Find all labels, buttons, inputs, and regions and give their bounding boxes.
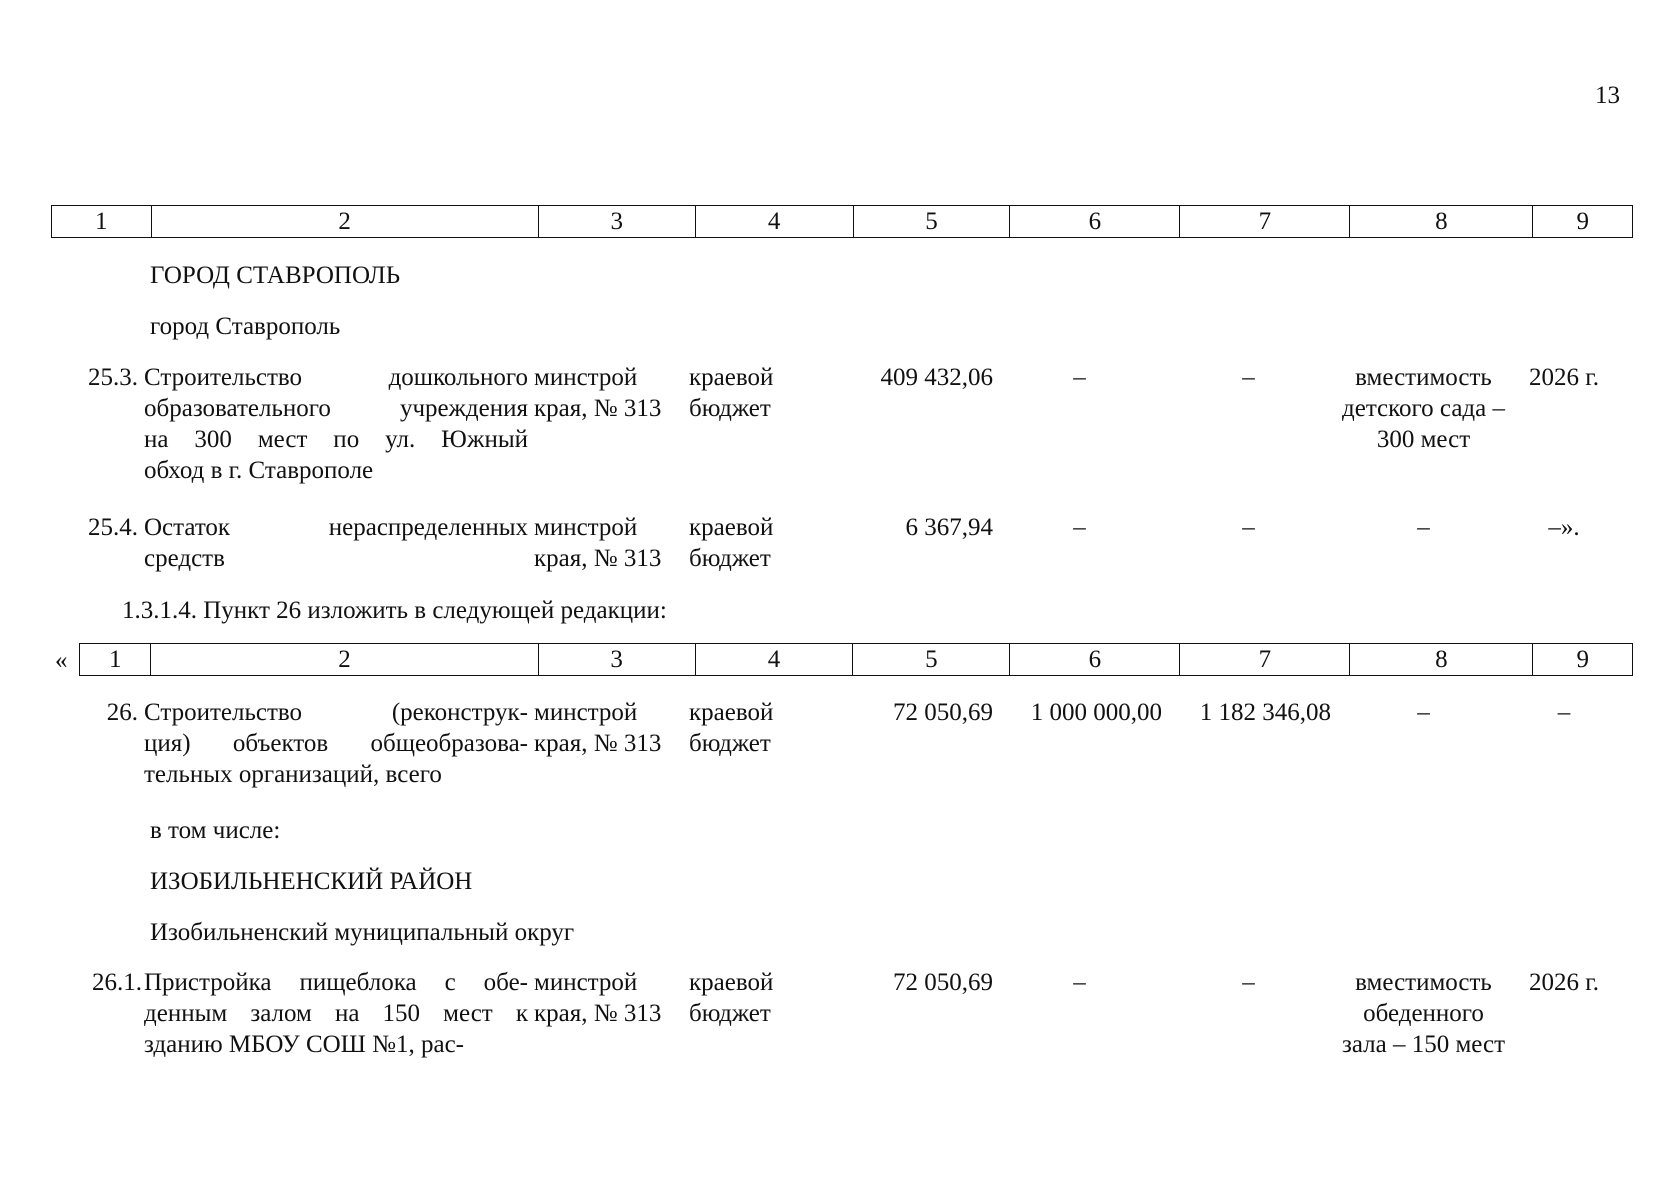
column-number: 3 [538,206,695,238]
row-number: 25.3. [88,364,138,391]
object-name-line: Строительство (реконструк- [144,699,528,726]
row-number: 26.1. [92,969,142,996]
including-label: в том числе: [150,817,281,844]
object-name-line: Строительство дошкольного [144,364,528,391]
object-name [144,362,528,486]
agency-line: минстрой [534,514,638,541]
object-name-line: Остаток нераспределенных [144,514,528,541]
object-name-line: тельных организаций, всего [144,761,442,788]
object-name-line: ция) объектов общеобразова- [144,730,528,757]
agency-line: края, № 313 [534,395,662,422]
value-col6: – [1073,969,1086,996]
object-name [144,967,528,1060]
capacity-line: вместимость [1355,364,1492,391]
funding-source-line: краевой [689,699,774,726]
column-number: 4 [695,206,853,238]
value-col5: 72 050,69 [893,969,993,996]
capacity-cell: – [1417,699,1430,726]
value-col6: – [1073,364,1086,391]
object-name-line: обход в г. Ставрополе [144,457,374,484]
column-header-table-2 [79,643,1633,676]
column-number: 6 [1010,206,1180,238]
capacity-cell [1333,512,1514,574]
agency-line: края, № 313 [534,545,662,572]
object-name-line: денным залом на 150 мест к [144,1000,528,1027]
capacity-cell [1333,362,1514,486]
column-header-table-1 [51,205,1633,238]
funding-source-line: краевой [689,364,774,391]
agency-cell [528,697,683,790]
column-number: 8 [1350,644,1533,676]
object-name-line: зданию МБОУ СОШ №1, рас- [144,1031,465,1058]
funding-source-cell [683,967,840,1060]
object-name-line: образовательного учреждения [144,395,528,422]
agency-cell [528,967,683,1060]
agency-line: края, № 313 [534,1000,662,1027]
value-col5: 72 050,69 [893,699,993,726]
funding-source-line: бюджет [689,1000,771,1027]
column-number: 1 [52,206,152,238]
funding-source-line: бюджет [689,730,771,757]
year-cell: 2026 г. [1529,364,1599,391]
capacity-line: зала – 150 мест [1341,1031,1506,1058]
column-number: 9 [1533,644,1633,676]
agency-line: минстрой [534,699,638,726]
opening-quote: « [55,647,68,674]
column-number-row [52,206,1633,238]
funding-source-line: бюджет [689,545,771,572]
column-number: 7 [1180,206,1350,238]
object-name-line: Пристройка пищеблока с обе- [144,969,528,996]
municipality-heading-izobilnensky: Изобильненский муниципальный округ [150,919,575,946]
capacity-cell [1333,967,1514,1060]
row-number: 26. [106,699,138,726]
capacity-line: вместимость [1355,969,1492,996]
column-number: 5 [853,644,1010,676]
funding-source-line: бюджет [689,395,771,422]
column-number: 8 [1350,206,1533,238]
column-number-row [80,644,1633,676]
region-heading-stavropol: ГОРОД СТАВРОПОЛЬ [150,262,401,289]
agency-line: минстрой [534,969,638,996]
value-col7: 1 182 346,08 [1199,699,1331,726]
funding-source-cell [683,512,840,574]
object-name-line: на 300 мест по ул. Южный [144,426,528,453]
year-cell: 2026 г. [1529,969,1599,996]
value-col5: 409 432,06 [880,364,993,391]
column-number: 2 [151,206,538,238]
funding-source-cell [683,697,840,790]
value-col6: – [1073,514,1086,541]
funding-source-line: краевой [689,969,774,996]
table-row-26 [51,697,1614,790]
column-number: 9 [1533,206,1633,238]
value-col7: – [1242,364,1255,391]
value-col6: 1 000 000,00 [1030,699,1162,726]
column-number: 4 [695,644,853,676]
page-number: 13 [1595,82,1620,109]
year-cell: –». [1548,514,1580,541]
object-name [144,512,528,574]
agency-cell [528,512,683,574]
year-cell: – [1557,699,1571,726]
agency-line: минстрой [534,364,638,391]
column-number: 7 [1180,644,1350,676]
agency-cell [528,362,683,486]
value-col5: 6 367,94 [905,514,993,541]
table-row-25-3 [51,362,1614,486]
column-number: 1 [80,644,151,676]
capacity-line: – [1417,514,1430,541]
object-name [144,697,528,790]
region-heading-izobilnensky: ИЗОБИЛЬНЕНСКИЙ РАЙОН [150,868,473,895]
table-row-25-4 [51,512,1614,574]
value-col7: – [1242,514,1255,541]
column-number: 5 [853,206,1010,238]
value-col7: – [1242,969,1255,996]
funding-source-cell [683,362,840,486]
column-number: 2 [151,644,538,676]
column-number: 6 [1010,644,1180,676]
capacity-line: обеденного [1363,1000,1484,1027]
amendment-instruction: 1.3.1.4. Пункт 26 изложить в следующей редакции: [122,597,667,624]
capacity-line: детского сада – [1342,395,1505,422]
table-row-26-1 [51,967,1614,1060]
agency-line: края, № 313 [534,730,662,757]
funding-source-line: краевой [689,514,774,541]
capacity-line: 300 мест [1376,426,1471,453]
column-number: 3 [538,644,695,676]
object-name-line: средств [144,545,225,572]
municipality-heading-stavropol: город Ставрополь [150,313,341,340]
row-number: 25.4. [88,514,138,541]
